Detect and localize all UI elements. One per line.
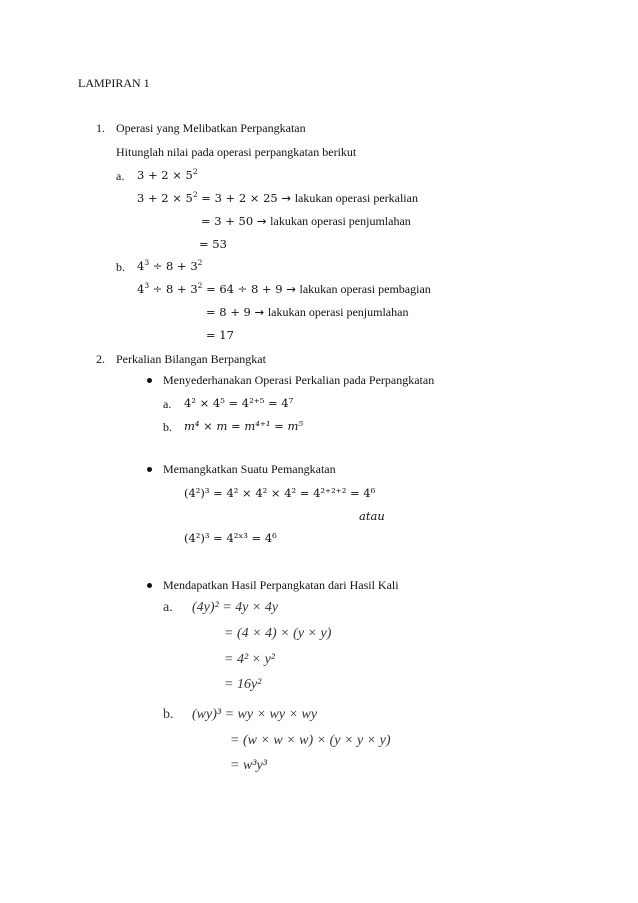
bullet-3-a-label: a.: [163, 600, 173, 615]
bullet-3-b-label: b.: [163, 707, 174, 722]
item-b-result: = 17: [206, 328, 234, 342]
bullet-1-a-label: a.: [163, 397, 172, 411]
bullet-3-a-line-1: (4y)² = 4y × 4y: [192, 600, 279, 615]
bullet-1-b-label: b.: [163, 420, 172, 434]
bullet-2-atau: atau: [359, 509, 385, 523]
bullet-3-a-line-3: = 4² × y²: [224, 652, 276, 667]
item-b-label: b.: [116, 260, 125, 274]
item-a-question: $3 + 2 \times 5^2$: [137, 167, 198, 182]
bullet-1-b-expression: m⁴ × m = m⁴⁺¹ = m⁵: [184, 419, 303, 433]
item-a-step-2: = 3 + 50 → lakukan operasi penjumlahan: [201, 214, 411, 228]
section-2-heading: Perkalian Bilangan Berpangkat: [116, 352, 266, 366]
bullet-3-b-line-1: (wy)³ = wy × wy × wy: [192, 707, 318, 722]
item-a-step-1: $3 + 2 \times 5^2 = 3 + 2 \times 25$ → lakukan operasi perkalian: [137, 190, 418, 205]
bullet-3-b-line-3: = w³y³: [230, 758, 267, 773]
bullet-2-line-1: (4²)³ = 4² × 4² × 4² = 4²⁺²⁺² = 4⁶: [184, 486, 376, 500]
bullet-3-a-line-2: = (4 × 4) × (y × y): [224, 626, 332, 641]
bullet-icon: [147, 583, 152, 588]
page-title: LAMPIRAN 1: [78, 76, 150, 90]
item-b-step-2: = 8 + 9 → lakukan operasi penjumlahan: [206, 305, 409, 319]
bullet-icon: [147, 467, 152, 472]
item-b-step-1: $4^3 \div 8 + 3^2 = 64 \div 8 + 9$ → lakukan operasi pembagian: [137, 281, 431, 296]
item-a-label: a.: [116, 169, 125, 183]
bullet-3-text: Mendapatkan Hasil Perpangkatan dari Hasil Kali: [163, 578, 399, 592]
bullet-icon: [147, 378, 152, 383]
section-1-number: 1.: [96, 121, 105, 135]
bullet-1-a-expression: 4² × 4⁵ = 4²⁺⁵ = 4⁷: [184, 396, 294, 410]
section-2-number: 2.: [96, 352, 105, 366]
item-a-result: = 53: [199, 237, 227, 251]
bullet-3-a-line-4: = 16y²: [224, 677, 262, 692]
bullet-1-text: Menyederhanakan Operasi Perkalian pada Perpangkatan: [163, 373, 435, 387]
section-1-instruction: Hitunglah nilai pada operasi perpangkatan berikut: [116, 145, 357, 159]
bullet-2-text: Memangkatkan Suatu Pemangkatan: [163, 462, 336, 476]
bullet-2-line-2: (4²)³ = 4²ˣ³ = 4⁶: [184, 531, 277, 545]
item-b-question: $4^3 \div 8 + 3^2$: [137, 258, 203, 273]
bullet-3-b-line-2: = (w × w × w) × (y × y × y): [230, 733, 391, 748]
section-1-heading: Operasi yang Melibatkan Perpangkatan: [116, 121, 306, 135]
